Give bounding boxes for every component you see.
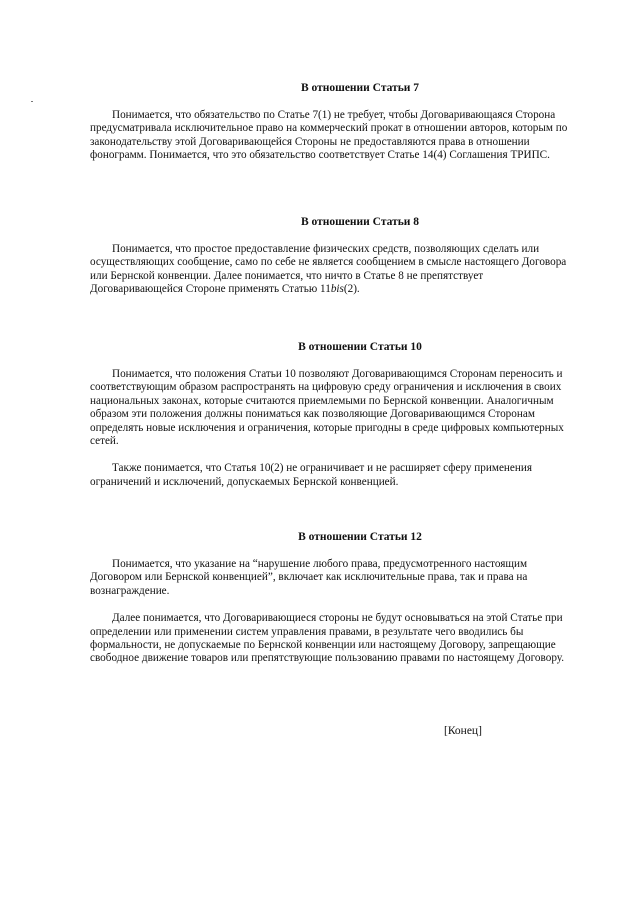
section-paragraph: Также понимается, что Статья 10(2) не ограничивает и не расширяет сферу применения ограничений и исключений, допускаемых Бернской конвенцией. bbox=[90, 462, 532, 488]
section-article-12 bbox=[90, 530, 570, 666]
section-paragraph: Понимается, что простое предоставление физических средств, позволяющих сделать или осуществляющих сообщение, само по себе не является сообщением в смысле настоящего Договора или Бернской конвенции. Далее понимается, что ничто в Статье 8 не препятствует Договаривающейся Стороне применять Статью 11bis(2). bbox=[90, 243, 567, 296]
section-paragraph: Понимается, что указание на “нарушение любого права, предусмотренного настоящим Договором или Бернской конвенцией”, включает как исключительные права, так и права на вознаграждение. bbox=[90, 558, 528, 597]
section-paragraph: Далее понимается, что Договаривающиеся стороны не будут основываться на этой Статье при определении или применении систем управления правами, в результате чего вводились бы формальности, не допускаемые по Бернской конвенции или настоящему Договору, запрещающие свободное движение товаров или препятствующие пользованию правами по настоящему Договору. bbox=[90, 612, 565, 665]
section-article-8 bbox=[90, 215, 570, 297]
section-heading: В отношении Статьи 8 bbox=[300, 216, 420, 228]
section-heading: В отношении Статьи 7 bbox=[300, 82, 420, 94]
section-heading: В отношении Статьи 10 bbox=[298, 341, 422, 353]
section-paragraph: Понимается, что обязательство по Статье 7(1) не требует, чтобы Договаривающаяся Сторона предусматривала исключительное право на коммерческий прокат в отношении авторов, которым по законодательству этой Договаривающейся Стороны не предоставляются права в отношении фонограмм. Понимается, что это обязательство соответствует Статье 14(4) Соглашения ТРИПС. bbox=[90, 109, 568, 162]
section-article-7 bbox=[90, 81, 570, 163]
section-heading: В отношении Статьи 12 bbox=[298, 531, 422, 543]
end-mark: [Конец] bbox=[444, 725, 482, 737]
section-paragraph: Понимается, что положения Статьи 10 позволяют Договаривающимся Сторонам переносить и соответствующим образом распространять на цифровую среду ограничения и исключения в своих национальных законах, которые считаются приемлемыми по Бернской конвенции. Аналогичным образом эти положения должны пониматься как позволяющие Договаривающимся Сторонам определять новые исключения и ограничения, которые пригодны в среде цифровых компьютерных сетей. bbox=[90, 368, 564, 448]
section-article-10 bbox=[90, 340, 570, 489]
scan-speck bbox=[31, 101, 33, 102]
